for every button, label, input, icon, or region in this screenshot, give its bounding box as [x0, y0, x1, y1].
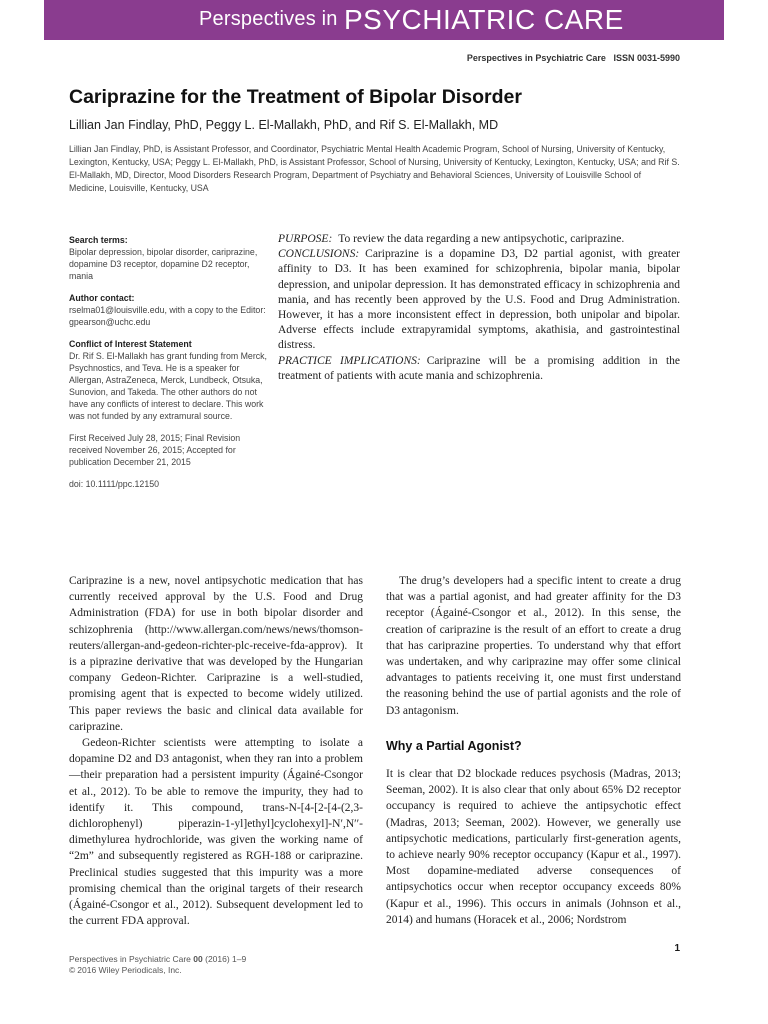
abstract-practice [278, 354, 680, 384]
search-terms: Bipolar depression, bipolar disorder, cariprazine, dopamine D3 receptor, dopamine D2 receptor, mania [69, 247, 258, 281]
conflict-label: Conflict of Interest Statement [69, 339, 192, 349]
author-affiliations: Lillian Jan Findlay, PhD, is Assistant Professor, and Coordinator, Psychiatric Mental Health Academic Program, School of Nursing, University of Kentucky, Lexington, Kentucky, USA; Peggy L. El-Mallakh, PhD, is Assistant Professor, School of Nursing, University of Kentucky, Lexington, Kentucky, USA; and Rif S. El-Mallakh, MD, Director, Mood Disorders Research Program, Department of Psychiatry and Behavioral Sciences, University of Louisville School of Medicine, Louisville, Kentucky, USA [69, 144, 680, 193]
abstract [278, 232, 680, 384]
paragraph: The drug’s developers had a specific intent to create a drug that was a partial agonist, and had greater affinity for the D3 receptor (Ágainé-Csongor et al., 2012). In this sense, the creation of cariprazine is the result of an effort to create a drug that has cariprazine properties. To understand why that effort was undertaken, and why cariprazine may offer some clinical advantages to patients receiving it, one must first understand the reasoning behind the use of partial agonists and the role of D3 antagonism. [386, 575, 681, 717]
purpose-label: PURPOSE: [278, 233, 333, 245]
practice-text: Cariprazine will be a promising addition in the treatment of patients with acute mania and schizophrenia. [278, 354, 681, 382]
purpose-text: To review the data regarding a new antipsychotic, cariprazine. [338, 233, 625, 245]
page-number: 1 [674, 943, 680, 954]
author-list: Lillian Jan Findlay, PhD, Peggy L. El-Mallakh, PhD, and Rif S. El-Mallakh, MD [69, 118, 499, 132]
article-title: Cariprazine for the Treatment of Bipolar Disorder [69, 86, 522, 108]
copyright-text: 2016 Wiley Periodicals, Inc. [77, 965, 182, 975]
journal-banner [44, 0, 724, 40]
paragraph: Cariprazine is a new, novel antipsychotic medication that has currently received approval by the U.S. Food and Drug Administration (FDA) for use in both bipolar disorder and schizophrenia (http://www.allergan.com/news/news/thomson-reuters/allergan-and-gedeon-richter-plc-receive-fda-approv). It is a piprazine derivative that was developed by the Hungarian company Gedeon-Richter. Cariprazine is a well-studied, promising agent that is expected to become widely utilized. This paper reviews the basic and clinical data available for cariprazine. [69, 575, 363, 733]
practice-label: PRACTICE IMPLICATIONS: [278, 354, 421, 367]
banner-prefix: Perspectives in [199, 8, 338, 30]
paragraph: Gedeon-Richter scientists were attempting to isolate a dopamine D2 and D3 antagonist, when they ran into a problem—their preparation had a persistent impurity (Ágainé-Csongor et al., 2012). To be able to remove the impurity, they had to identify it. This compound, trans-N-[4-[2-[4-(2,3-dichlorophenyl) piperazin-1-yl]ethyl]cyclohexyl]-N′,N′′-dimethylurea hydrochloride, was given the working name of “2m” and subsequently registered as RGH-188 or cariprazine. Preclinical studies suggested that this impurity was a more promising chemical than the original targets of their research (Ágainé-Csongor et al., 2012). Subsequent development led to the current FDA approval. [69, 737, 363, 928]
section-heading: Why a Partial Agonist? [386, 738, 522, 753]
banner-title: PSYCHIATRIC CARE [344, 4, 624, 35]
issn: ISSN 0031-5990 [613, 53, 680, 63]
footer-citation [69, 954, 246, 965]
journal-name: Perspectives in Psychiatric Care [466, 53, 606, 63]
citation-journal: Perspectives in Psychiatric Care [69, 954, 191, 964]
search-terms-label: Search terms: [69, 235, 128, 245]
abstract-purpose [278, 232, 680, 247]
journal-header [467, 53, 680, 63]
article-sidebar [69, 234, 269, 490]
received-dates: First Received July 28, 2015; Final Revision received November 26, 2015; Accepted for publication December 21, 2015 [69, 433, 241, 467]
footer-copyright [69, 965, 246, 976]
conflict-statement: Dr. Rif S. El-Mallakh has grant funding from Merck, Psychnostics, and Teva. He is a speaker for Allergan, AstraZeneca, Merck, Lundbeck, Otsuka, Sunovion, and Takeda. The other authors do not have any conflicts of interest to declare. This work was not funded by any extramural source. [69, 351, 267, 421]
body-column-left [69, 573, 363, 929]
paragraph: It is clear that D2 blockade reduces psychosis (Madras, 2013; Seeman, 2002). It is also clear that only about 65% D2 receptor occupancy is required to achieve the antipsychotic effect (Madras, 2013; Seeman, 2002). However, we generally use antipsychotic medications, particularly first-generation agents, to achieve nearly 90% receptor occupancy (Kapur et al., 1997). Most dopamine-mediated adverse consequences of antipsychotics occur when receptor occupancy exceeds 80% (Kapur et al., 1996). This occurs in animals (Johnson et al., 2014) and humans (Horacek et al., 2006; Nordstrom [386, 768, 681, 926]
copyright-symbol: © [69, 965, 76, 975]
author-contact[interactable]: rselma01@louisville.edu, with a copy to the Editor: gpearson@uchc.edu [69, 305, 266, 327]
doi[interactable]: doi: 10.1111/ppc.12150 [69, 479, 159, 489]
citation-pages: (2016) 1–9 [205, 954, 247, 964]
body-column-right [386, 573, 681, 928]
citation-volume: 00 [193, 954, 203, 964]
abstract-conclusions [278, 247, 680, 353]
page-footer [69, 954, 246, 976]
conclusions-text: Cariprazine is a dopamine D3, D2 partial agonist, with greater affinity to D3. It has been examined for schizophrenia, bipolar mania, bipolar depression, and unipolar depression. It has demonstrated efficacy in schizophrenia and mania, and has recently been approved by the U.S. Food and Drug Administration. However, it has a more inconsistent effect in depression, both unipolar and bipolar. Adverse effects include extrapyramidal symptoms, akathisia, and gastrointestinal distress. [278, 248, 680, 352]
conclusions-label: CONCLUSIONS: [278, 248, 360, 261]
author-contact-label: Author contact: [69, 293, 135, 303]
